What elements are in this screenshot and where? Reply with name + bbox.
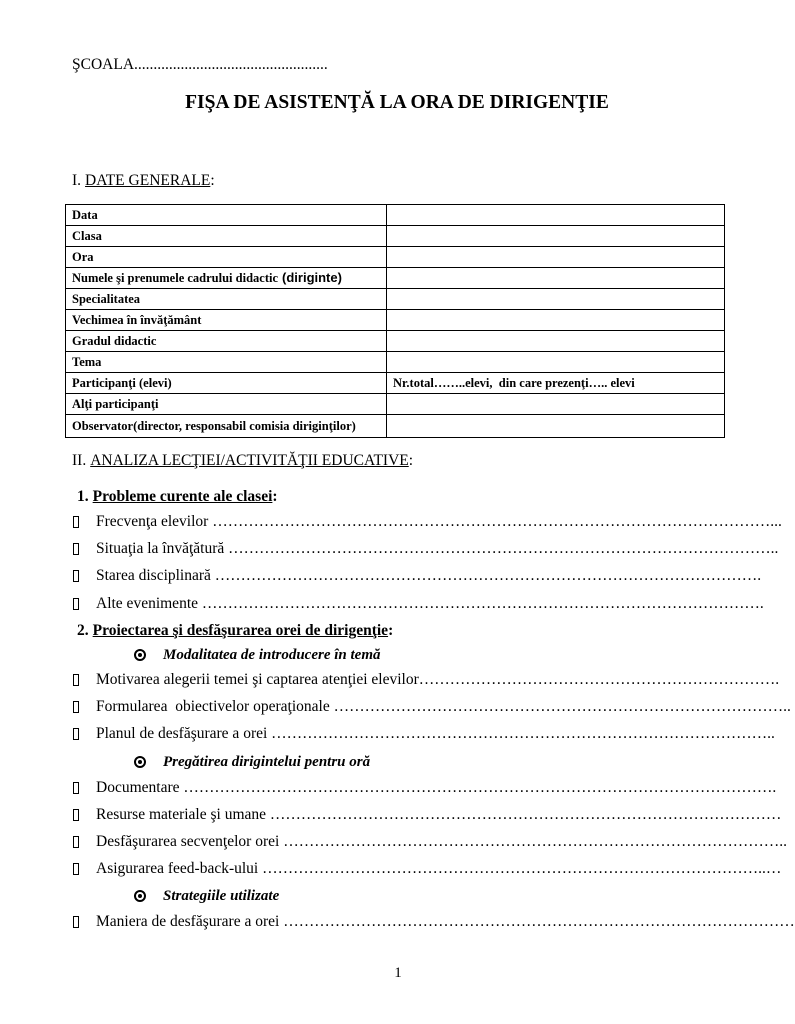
table-row bbox=[66, 310, 725, 331]
list-item-planul bbox=[73, 724, 775, 744]
section-1-heading bbox=[72, 171, 215, 191]
part-1-number: 1. bbox=[77, 488, 89, 505]
row-label-participanti: Participanţi (elevi) bbox=[66, 373, 387, 394]
list-item-documentare bbox=[73, 778, 777, 798]
part-2-title: Proiectarea şi desfăşurarea orei de dirigenţie bbox=[92, 622, 389, 639]
missing-glyph-box-icon bbox=[73, 782, 79, 794]
dot-leader: …………………………………………………………………………………….. bbox=[267, 725, 775, 742]
missing-glyph-box-icon bbox=[73, 809, 79, 821]
table-row bbox=[66, 394, 725, 415]
table-row bbox=[66, 268, 725, 289]
row-label-cadru-didactic bbox=[66, 268, 387, 289]
section-1-colon: : bbox=[210, 172, 215, 189]
row-label-note: (diriginte) bbox=[282, 270, 342, 285]
row-label-specialitatea: Specialitatea bbox=[66, 289, 387, 310]
part-2-heading bbox=[77, 621, 393, 641]
row-value-ora bbox=[387, 247, 725, 268]
participants-count-text: Nr.total……..elevi, din care prezenţi….. elevi bbox=[393, 376, 635, 390]
row-value-participanti bbox=[387, 373, 725, 394]
list-item-feedback bbox=[73, 859, 782, 879]
missing-glyph-box-icon bbox=[73, 516, 79, 528]
table-row bbox=[66, 289, 725, 310]
dot-leader: ………………………………………………………………………………………………. bbox=[198, 595, 764, 612]
school-dots: .................................................. bbox=[134, 56, 328, 73]
list-item-motivarea bbox=[73, 670, 780, 690]
dot-leader: ……………………………………………………………………………………… bbox=[266, 806, 782, 823]
missing-glyph-box-icon bbox=[73, 701, 79, 713]
dot-leader: …………………………………………………………………………………………….. bbox=[224, 540, 779, 557]
part-1-heading bbox=[77, 487, 278, 507]
row-value-observator bbox=[387, 415, 725, 438]
row-value-gradul bbox=[387, 331, 725, 352]
table-row bbox=[66, 415, 725, 438]
dot-leader: ………………………………………………………………………………………………... bbox=[208, 513, 782, 530]
group-heading-introducere bbox=[134, 645, 381, 665]
list-item-label: Documentare bbox=[96, 779, 180, 796]
group-title: Strategiile utilizate bbox=[163, 888, 280, 904]
list-item-label: Starea disciplinară bbox=[96, 567, 211, 584]
dot-leader: ……………………………………………………………………………………………………. bbox=[179, 779, 777, 796]
section-1-number: I. bbox=[72, 172, 82, 189]
group-title: Pregătirea dirigintelui pentru oră bbox=[163, 754, 371, 770]
list-item-desfasurarea bbox=[73, 832, 787, 852]
dot-leader: …………………………………………………………………………….. bbox=[329, 698, 791, 715]
section-1-title: DATE GENERALE bbox=[85, 172, 211, 189]
row-label-tema: Tema bbox=[66, 352, 387, 373]
row-value-alti-participanti bbox=[387, 394, 725, 415]
list-item-label: Alte evenimente bbox=[96, 595, 198, 612]
list-item-maniera bbox=[73, 912, 795, 932]
missing-glyph-box-icon bbox=[73, 674, 79, 686]
list-item-label: Formularea obiectivelor operaţionale bbox=[96, 698, 330, 715]
table-row bbox=[66, 331, 725, 352]
missing-glyph-box-icon bbox=[73, 543, 79, 555]
section-2-heading bbox=[72, 451, 413, 471]
list-item-label: Resurse materiale şi umane bbox=[96, 806, 267, 823]
list-item-label: Desfăşurarea secvenţelor orei bbox=[96, 833, 280, 850]
group-heading-strategii bbox=[134, 886, 279, 906]
list-item-alte-evenimente bbox=[73, 594, 764, 614]
row-value-data bbox=[387, 205, 725, 226]
missing-glyph-box-icon bbox=[73, 836, 79, 848]
missing-glyph-box-icon bbox=[73, 916, 79, 928]
row-label-ora: Ora bbox=[66, 247, 387, 268]
list-item-label: Frecvenţa elevilor bbox=[96, 513, 209, 530]
table-row bbox=[66, 373, 725, 394]
part-1-colon: : bbox=[272, 488, 278, 505]
circled-dot-icon bbox=[134, 756, 146, 768]
list-item-label: Motivarea alegerii temei şi captarea atenţiei elevilor bbox=[96, 671, 419, 688]
school-label: ŞCOALA bbox=[72, 56, 135, 73]
part-2-number: 2. bbox=[77, 622, 89, 639]
list-item-label: Situaţia la învăţătură bbox=[96, 540, 225, 557]
table-row bbox=[66, 205, 725, 226]
document-title: FIŞA DE ASISTENŢĂ LA ORA DE DIRIGENŢIE bbox=[185, 92, 609, 113]
group-heading-pregatirea bbox=[134, 752, 370, 772]
missing-glyph-box-icon bbox=[73, 863, 79, 875]
section-2-title: ANALIZA LECŢIEI/ACTIVITĂŢII EDUCATIVE bbox=[90, 452, 409, 469]
row-value-specialitatea bbox=[387, 289, 725, 310]
section-2-colon: : bbox=[408, 452, 414, 469]
circled-dot-icon bbox=[134, 890, 146, 902]
list-item-label: Maniera de desfăşurare a orei bbox=[96, 913, 280, 930]
dot-leader: ……………………………………………………………. bbox=[418, 671, 780, 688]
part-2-colon: : bbox=[388, 622, 394, 639]
list-item-starea bbox=[73, 566, 762, 586]
circled-dot-icon bbox=[134, 649, 146, 661]
row-label-data: Data bbox=[66, 205, 387, 226]
part-1-title: Probleme curente ale clasei bbox=[92, 488, 273, 505]
list-item-resurse bbox=[73, 805, 782, 825]
list-item-label: Planul de desfăşurare a orei bbox=[96, 725, 268, 742]
row-label-alti-participanti: Alţi participanţi bbox=[66, 394, 387, 415]
row-label-vechimea: Vechimea în învăţământ bbox=[66, 310, 387, 331]
general-data-table bbox=[65, 204, 725, 438]
group-title: Modalitatea de introducere în temă bbox=[163, 647, 381, 663]
row-value-cadru-didactic bbox=[387, 268, 725, 289]
row-label-observator: Observator(director, responsabil comisia diriginţilor) bbox=[66, 415, 387, 438]
list-item-label: Asigurarea feed-back-ului bbox=[96, 860, 259, 877]
row-label-clasa: Clasa bbox=[66, 226, 387, 247]
school-line bbox=[72, 55, 328, 75]
row-value-tema bbox=[387, 352, 725, 373]
row-value-vechimea bbox=[387, 310, 725, 331]
dot-leader: ……………………………………………………………………………………..… bbox=[258, 860, 782, 877]
list-item-frecventa bbox=[73, 512, 782, 532]
row-value-clasa bbox=[387, 226, 725, 247]
missing-glyph-box-icon bbox=[73, 598, 79, 610]
dot-leader: ……………………………………………………………………………………………. bbox=[210, 567, 762, 584]
page-number: 1 bbox=[394, 965, 402, 981]
section-2-number: II. bbox=[72, 452, 87, 469]
list-item-formularea bbox=[73, 697, 791, 717]
missing-glyph-box-icon bbox=[73, 728, 79, 740]
dot-leader: ……………………………………………………………………………………… bbox=[279, 913, 795, 930]
row-label-gradul: Gradul didactic bbox=[66, 331, 387, 352]
table-row bbox=[66, 352, 725, 373]
missing-glyph-box-icon bbox=[73, 570, 79, 582]
table-row bbox=[66, 247, 725, 268]
dot-leader: …………………………………………………………………………………….. bbox=[279, 833, 787, 850]
table-row bbox=[66, 226, 725, 247]
row-label-text: Numele şi prenumele cadrului didactic bbox=[72, 271, 279, 285]
list-item-situatia bbox=[73, 539, 779, 559]
